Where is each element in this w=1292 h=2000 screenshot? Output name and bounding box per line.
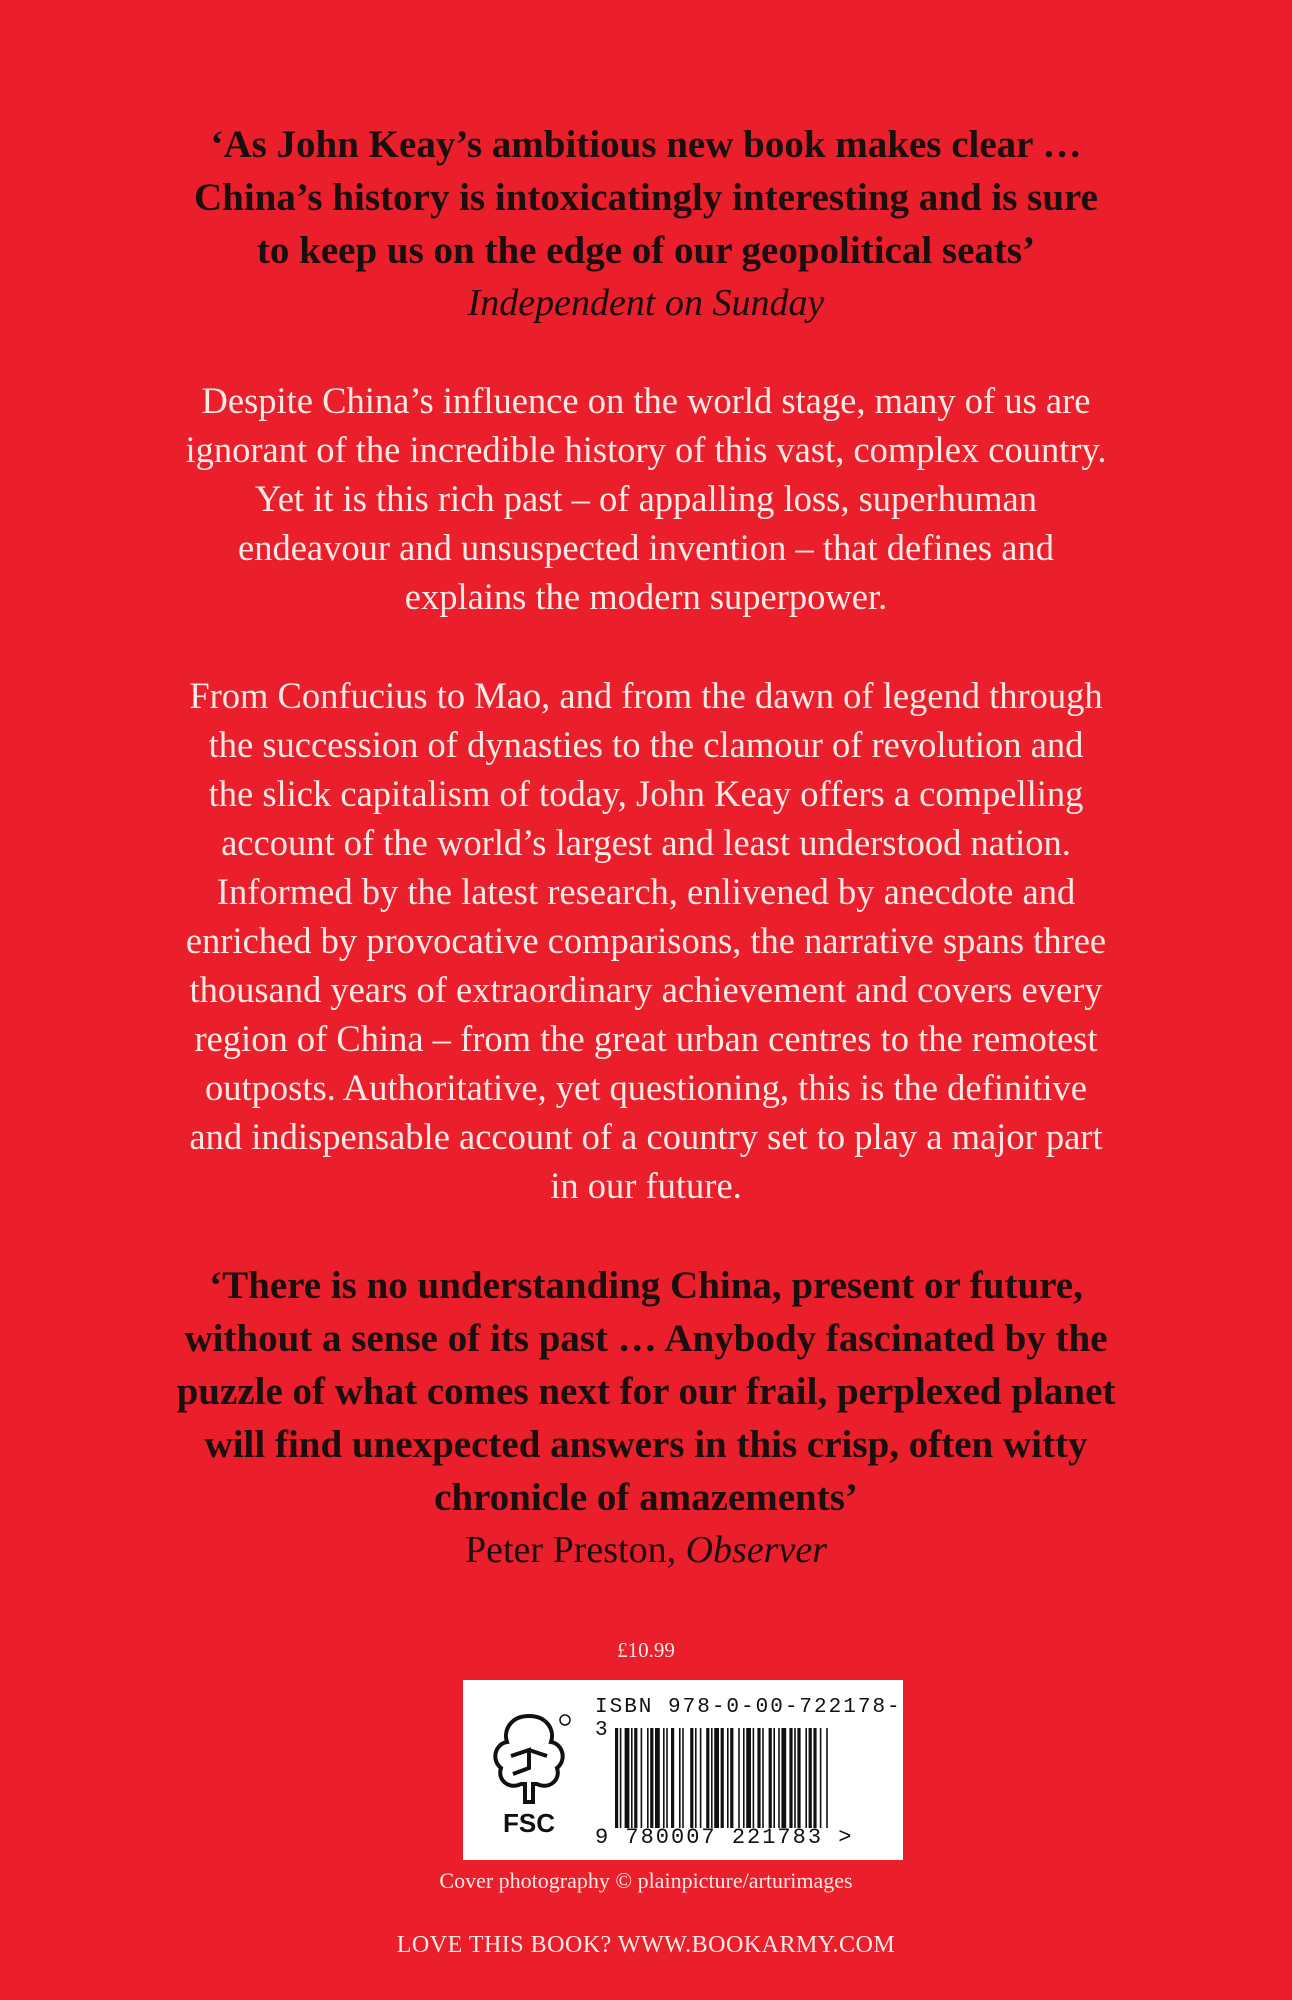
blurb-line: explains the modern superpower.	[404, 576, 888, 617]
quote-line: ‘As John Keay’s ambitious new book makes clear …	[210, 123, 1082, 166]
fsc-logo-icon	[481, 1710, 577, 1840]
blurb-line: outposts. Authoritative, yet questioning, this is the definitive	[204, 1067, 1087, 1108]
blurb-line: account of the world’s largest and least understood nation.	[221, 822, 1071, 863]
blurb-line: From Confucius to Mao, and from the dawn of legend through	[189, 675, 1103, 716]
blurb-line: the succession of dynasties to the clamour of revolution and	[208, 724, 1084, 765]
price-label: £10.99	[617, 1638, 675, 1662]
review-quote-observer	[0, 1259, 1292, 1576]
quote-line: China’s history is intoxicatingly interesting and is sure	[194, 176, 1098, 219]
barcode-icon	[615, 1728, 885, 1828]
quote-attribution: Peter Preston, Observer	[465, 1529, 827, 1571]
review-quote-independent	[0, 118, 1292, 329]
blurb-line: thousand years of extraordinary achievement and covers every	[189, 969, 1103, 1010]
quote-line: to keep us on the edge of our geopolitical seats’	[256, 229, 1036, 272]
blurb-line: in our future.	[550, 1165, 742, 1206]
quote-line: will find unexpected answers in this crisp, often witty	[204, 1423, 1088, 1466]
quote-line: without a sense of its past … Anybody fascinated by the	[184, 1317, 1108, 1360]
barcode-digits: 9 780007 221783 >	[595, 1825, 854, 1850]
quote-line: chronicle of amazements’	[434, 1476, 858, 1519]
blurb-paragraph-2	[0, 671, 1292, 1210]
quote-source: Independent on Sunday	[467, 282, 825, 324]
footer-website-link[interactable]: LOVE THIS BOOK? WWW.BOOKARMY.COM	[396, 1932, 896, 1958]
blurb-line: enriched by provocative comparisons, the narrative spans three	[185, 920, 1107, 961]
blurb-line: the slick capitalism of today, John Keay offers a compelling	[208, 773, 1084, 814]
blurb-line: Informed by the latest research, enlivened by anecdote and	[216, 871, 1076, 912]
isbn-label: ISBN 978-0-00-722178-3	[595, 1696, 902, 1742]
blurb-line: Yet it is this rich past – of appalling loss, superhuman	[254, 478, 1037, 519]
quote-line: ‘There is no understanding China, present or future,	[209, 1264, 1083, 1307]
blurb-line: region of China – from the great urban centres to the remotest	[194, 1018, 1098, 1059]
fsc-label: FSC	[503, 1808, 555, 1838]
blurb-line: Despite China’s influence on the world stage, many of us are	[201, 380, 1091, 421]
blurb-line: and indispensable account of a country set to play a major part	[189, 1116, 1103, 1157]
quote-line: puzzle of what comes next for our frail, perplexed planet	[176, 1370, 1116, 1413]
blurb-line: endeavour and unsuspected invention – that defines and	[238, 527, 1054, 568]
barcode-panel	[463, 1680, 903, 1860]
blurb-line: ignorant of the incredible history of this vast, complex country.	[185, 429, 1107, 470]
blurb-paragraph-1	[0, 376, 1292, 621]
photo-credit: Cover photography © plainpicture/arturimages	[439, 1868, 853, 1893]
